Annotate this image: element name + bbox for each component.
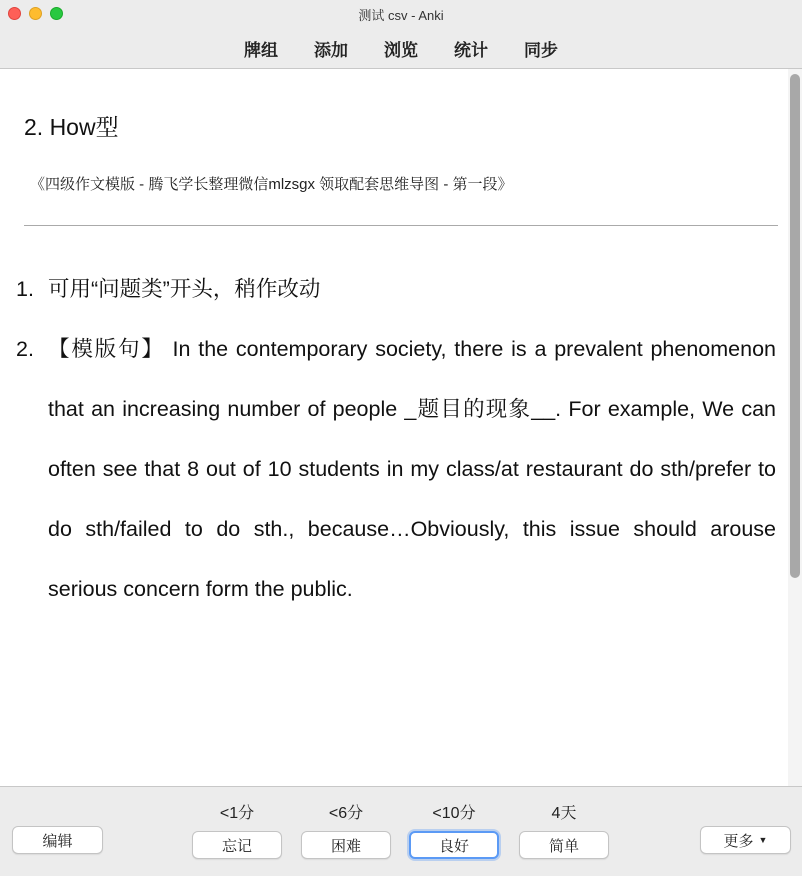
caret-down-icon: ▼	[758, 835, 768, 845]
ease-easy-interval: 4天	[551, 805, 577, 822]
maximize-window-button[interactable]	[50, 7, 63, 20]
answer-list	[0, 259, 780, 619]
minimize-window-button[interactable]	[29, 7, 42, 20]
toolbar-stats[interactable]: 统计	[454, 40, 488, 60]
toolbar-browse[interactable]: 浏览	[384, 40, 418, 60]
answer-item-number: 1.	[16, 277, 34, 301]
edit-button[interactable]: 编辑	[12, 826, 103, 854]
easy-button[interactable]: 简单	[519, 831, 609, 859]
answer-item-text: 【模版句】 In the contemporary society, there is a prevalent phenomenon that an increasing number of people _题目的现象__. For example, We can often see that 8 out of 10 students in my class/at restaurant do sth/prefer to do sth/failed to do sth., because…Obviously, this issue should arouse serious concern form the public.	[48, 337, 776, 601]
hard-button[interactable]: 困难	[301, 831, 391, 859]
answer-item-number: 2.	[16, 337, 34, 361]
ease-good-interval: <10分	[432, 805, 476, 822]
answer-item-text: 可用“问题类”开头，稍作改动	[48, 277, 321, 301]
card-question-title: 2. How型	[24, 114, 119, 140]
review-bar	[0, 786, 802, 876]
title-bar	[0, 0, 802, 28]
good-button[interactable]: 良好	[409, 831, 499, 859]
scrollbar-thumb[interactable]	[790, 74, 800, 578]
answer-divider	[24, 225, 778, 226]
toolbar-sync[interactable]: 同步	[524, 40, 558, 60]
toolbar-decks[interactable]: 牌组	[244, 40, 278, 60]
close-window-button[interactable]	[8, 7, 21, 20]
card-view	[0, 69, 788, 786]
answer-item-1	[0, 259, 780, 319]
more-button-label: 更多	[723, 832, 754, 850]
window-controls	[8, 7, 63, 20]
ease-again-interval: <1分	[219, 805, 255, 822]
main-toolbar	[0, 28, 802, 69]
answer-item-2	[0, 319, 780, 619]
ease-hard-interval: <6分	[328, 805, 364, 822]
window-title: 测试 csv - Anki	[358, 7, 444, 23]
toolbar-add[interactable]: 添加	[314, 40, 348, 60]
again-button[interactable]: 忘记	[192, 831, 282, 859]
card-question-subtitle: 《四级作文模版 - 腾飞学长整理微信mlzsgx 领取配套思维导图 - 第一段》	[30, 176, 513, 193]
more-button[interactable]	[700, 826, 791, 854]
